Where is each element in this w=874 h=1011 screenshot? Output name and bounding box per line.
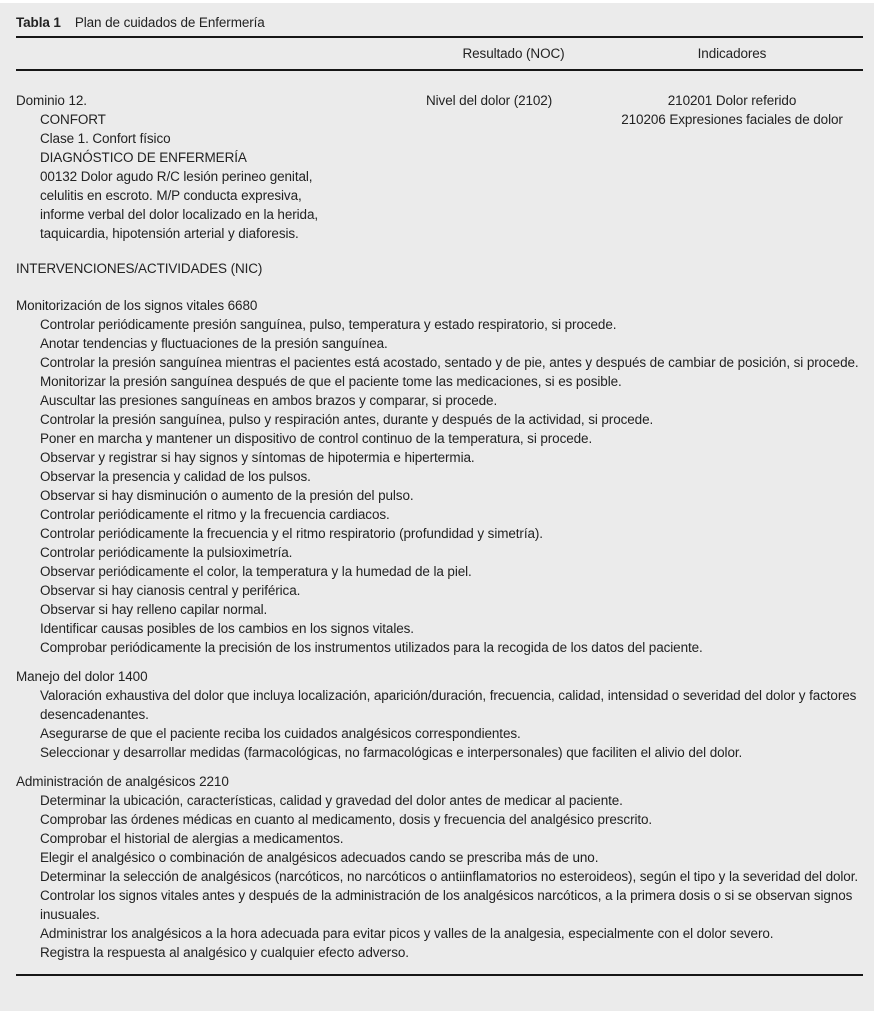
activity-item: Comprobar periódicamente la precisión de los instrumentos utilizados para la recogida de los datos del paciente.: [40, 640, 703, 655]
section-heading: Manejo del dolor 1400: [16, 669, 148, 684]
diagnosis-line: Dominio 12.: [16, 93, 87, 108]
activity-item: Registra la respuesta al analgésico y cualquier efecto adverso.: [40, 945, 409, 960]
intervention-section: [16, 296, 863, 657]
activity-item: Controlar periódicamente presión sanguínea, pulso, temperatura y estado respiratorio, si procede.: [40, 317, 617, 332]
header-row: [16, 38, 863, 69]
activity-item: Comprobar las órdenes médicas en cuanto al medicamento, dosis y frecuencia del analgésico prescrito.: [40, 812, 653, 827]
activity-item: Determinar la ubicación, características, calidad y gravedad del dolor antes de medicar al paciente.: [40, 793, 623, 808]
activity-item: Auscultar las presiones sanguíneas en ambos brazos y comparar, si procede.: [40, 393, 498, 408]
bottom-rule: [16, 974, 863, 976]
activity-item: Controlar periódicamente el ritmo y la frecuencia cardiacos.: [40, 507, 390, 522]
activity-item: Anotar tendencias y fluctuaciones de la presión sanguínea.: [40, 336, 388, 351]
diagnosis-line: celulitis en escroto. M/P conducta expresiva,: [40, 188, 302, 203]
activity-item: Comprobar el historial de alergias a medicamentos.: [40, 831, 344, 846]
intervention-section: [16, 772, 863, 962]
column-header-empty: [16, 44, 426, 63]
activity-item: Controlar periódicamente la pulsioximetría.: [40, 545, 293, 560]
activity-item: Observar si hay disminución o aumento de la presión del pulso.: [40, 488, 414, 503]
activity-item: Monitorizar la presión sanguínea después de que el paciente tome las medicaciones, si es posible.: [40, 374, 622, 389]
activity-item: Observar y registrar si hay signos y síntomas de hipotermia e hipertermia.: [40, 450, 475, 465]
nursing-care-plan-table: [0, 3, 874, 1011]
indicator-item: 210206 Expresiones faciales de dolor: [621, 112, 843, 127]
diagnosis-cell: [16, 91, 426, 243]
noc-result-cell: Nivel del dolor (2102): [426, 93, 553, 108]
activity-item: Controlar la presión sanguínea mientras el pacientes está acostado, sentado y de pie, antes y después de cambiar de posición, si procede.: [40, 355, 859, 370]
column-header-indicators: Indicadores: [697, 46, 767, 61]
activity-item: Controlar los signos vitales antes y después de la administración de los analgésicos narcóticos, a la primera dosis o si se observan signos inusuales.: [40, 888, 853, 922]
interventions-header: INTERVENCIONES/ACTIVIDADES (NIC): [16, 261, 263, 276]
diagnosis-line: DIAGNÓSTICO DE ENFERMERÍA: [40, 150, 247, 165]
diagnosis-row: [16, 71, 863, 243]
table-caption: [16, 3, 863, 36]
column-header-noc: Resultado (NOC): [462, 46, 565, 61]
activity-item: Seleccionar y desarrollar medidas (farmacológicas, no farmacológicas e interpersonales) que faciliten el alivio del dolor.: [40, 745, 743, 760]
activity-item: Administrar los analgésicos a la hora adecuada para evitar picos y valles de la analgesia, especialmente con el dolor severo.: [40, 926, 774, 941]
interventions-sections: [16, 296, 863, 962]
activity-item: Valoración exhaustiva del dolor que incluya localización, aparición/duración, frecuencia, calidad, intensidad o severidad del dolor y factores desencadenantes.: [40, 688, 857, 722]
section-heading: Administración de analgésicos 2210: [16, 774, 229, 789]
indicators-cell: [601, 91, 863, 243]
activity-item: Asegurarse de que el paciente reciba los cuidados analgésicos correspondientes.: [40, 726, 521, 741]
table-title: Plan de cuidados de Enfermería: [74, 15, 265, 30]
diagnosis-line: Clase 1. Confort físico: [40, 131, 171, 146]
activity-item: Determinar la selección de analgésicos (narcóticos, no narcóticos o antiinflamatorios no esteroideos), según el tipo y la severidad del dolor.: [40, 869, 859, 884]
activity-item: Elegir el analgésico o combinación de analgésicos adecuados cando se prescriba más de uno.: [40, 850, 599, 865]
diagnosis-line: CONFORT: [40, 112, 106, 127]
diagnosis-line: taquicardia, hipotensión arterial y diaforesis.: [40, 226, 299, 241]
activity-item: Observar si hay relleno capilar normal.: [40, 602, 268, 617]
intervention-section: [16, 667, 863, 762]
table-label: Tabla 1: [16, 15, 61, 30]
indicators-list: [618, 91, 846, 243]
section-heading: Monitorización de los signos vitales 6680: [16, 298, 258, 313]
activity-item: Poner en marcha y mantener un dispositivo de control continuo de la temperatura, si procede.: [40, 431, 593, 446]
activity-item: Controlar periódicamente la frecuencia y el ritmo respiratorio (profundidad y simetría).: [40, 526, 543, 541]
indicator-item: 210201 Dolor referido: [667, 93, 797, 108]
activity-item: Observar la presencia y calidad de los pulsos.: [40, 469, 311, 484]
activity-item: Observar si hay cianosis central y periférica.: [40, 583, 301, 598]
diagnosis-line: 00132 Dolor agudo R/C lesión perineo genital,: [40, 169, 313, 184]
activity-item: Identificar causas posibles de los cambios en los signos vitales.: [40, 621, 414, 636]
activity-item: Observar periódicamente el color, la temperatura y la humedad de la piel.: [40, 564, 472, 579]
diagnosis-line: informe verbal del dolor localizado en la herida,: [40, 207, 319, 222]
activity-item: Controlar la presión sanguínea, pulso y respiración antes, durante y después de la actividad, si procede.: [40, 412, 654, 427]
